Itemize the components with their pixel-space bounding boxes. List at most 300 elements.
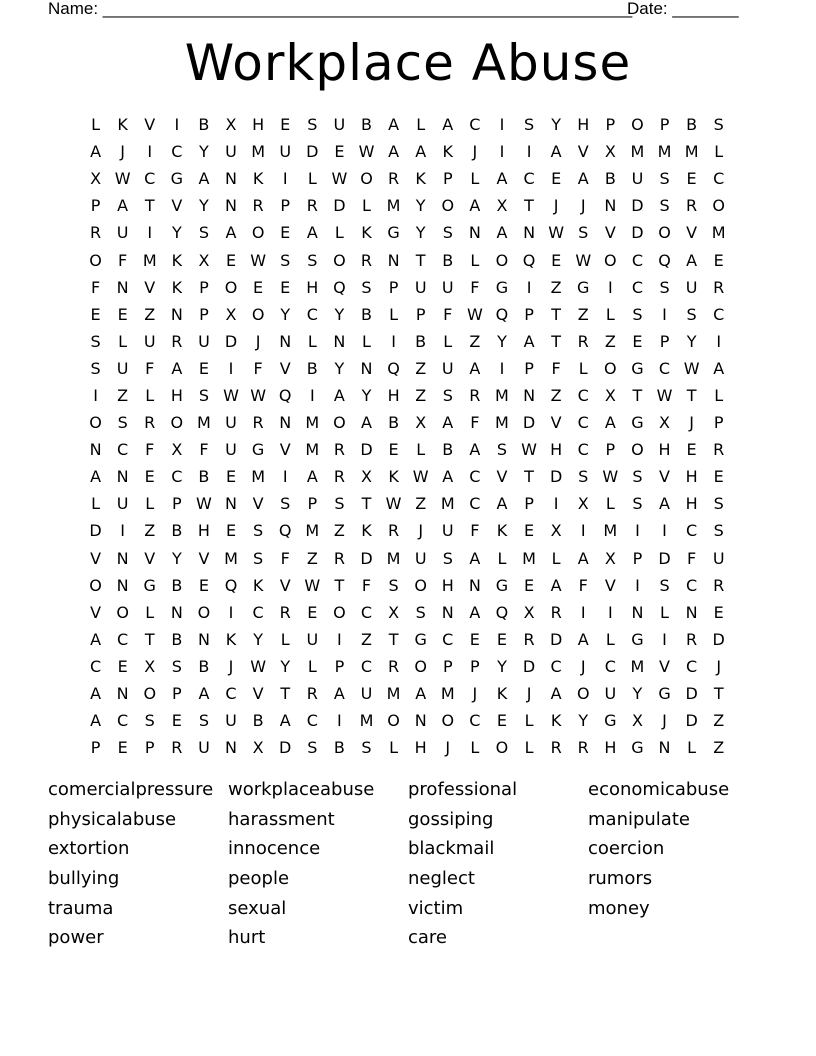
grid-letter: Y xyxy=(280,656,291,676)
grid-letter: R xyxy=(388,169,400,189)
grid-letter: L xyxy=(307,169,317,189)
grid-letter: F xyxy=(145,358,155,378)
grid-letter: L xyxy=(524,711,534,731)
grid-letter: O xyxy=(170,413,184,433)
grid-letter: A xyxy=(306,467,318,487)
grid-letter: R xyxy=(333,440,345,460)
grid-letter: N xyxy=(658,738,671,758)
grid-letter: G xyxy=(658,684,671,704)
grid-letter: U xyxy=(198,738,210,758)
grid-letter: O xyxy=(89,250,102,270)
grid-letter: U xyxy=(116,494,129,514)
grid-letter: A xyxy=(659,494,670,514)
grid-letter: G xyxy=(170,169,184,189)
grid-letter: Z xyxy=(469,331,481,351)
grid-letter: L xyxy=(145,602,155,622)
grid-letter: F xyxy=(90,277,101,297)
grid-letter: F xyxy=(253,358,263,378)
grid-letter: N xyxy=(468,223,481,243)
grid-letter: P xyxy=(90,738,101,758)
grid-letter: V xyxy=(171,196,183,216)
word-list-item: physicalabuse xyxy=(48,808,177,830)
grid-letter: A xyxy=(469,602,481,622)
grid-letter: N xyxy=(387,250,400,270)
grid-letter: A xyxy=(469,548,481,568)
grid-letter: G xyxy=(631,738,644,758)
grid-letter: S xyxy=(496,440,508,460)
grid-letter: R xyxy=(550,602,562,622)
grid-letter: K xyxy=(388,467,399,487)
grid-letter: M xyxy=(440,494,455,514)
grid-letter: M xyxy=(359,711,374,731)
grid-letter: C xyxy=(144,169,156,189)
grid-letter: U xyxy=(225,142,237,162)
grid-letter: N xyxy=(279,413,292,433)
grid-letter: B xyxy=(198,115,210,135)
grid-letter: M xyxy=(386,196,401,216)
name-field-label: Name: ________________________________________________________ xyxy=(48,0,633,18)
grid-letter: Z xyxy=(550,277,562,297)
grid-letter: A xyxy=(333,385,345,405)
grid-letter: K xyxy=(171,277,183,297)
word-list-item: sexual xyxy=(228,897,287,919)
grid-letter: L xyxy=(605,494,615,514)
grid-letter: J xyxy=(472,684,478,704)
grid-letter: C xyxy=(577,385,589,405)
grid-letter: P xyxy=(199,277,209,297)
grid-letter: H xyxy=(306,277,319,297)
grid-letter: M xyxy=(305,440,320,460)
grid-letter: H xyxy=(685,467,698,487)
word-list-item: money xyxy=(588,897,650,919)
grid-letter: R xyxy=(171,331,183,351)
grid-letter: P xyxy=(415,304,426,324)
grid-letter: Y xyxy=(497,331,507,351)
grid-letter: D xyxy=(685,711,698,731)
grid-letter: V xyxy=(144,548,156,568)
grid-letter: T xyxy=(334,575,345,595)
grid-letter: A xyxy=(388,115,400,135)
grid-letter: S xyxy=(198,223,209,243)
grid-letter: U xyxy=(414,277,427,297)
grid-letter: P xyxy=(388,277,399,297)
grid-letter: A xyxy=(496,494,508,514)
grid-letter: V xyxy=(144,277,156,297)
grid-letter: V xyxy=(659,656,670,676)
grid-letter: M xyxy=(657,142,672,162)
grid-letter: X xyxy=(550,521,562,541)
grid-letter: R xyxy=(523,629,535,649)
grid-letter: I xyxy=(580,602,586,622)
grid-letter: N xyxy=(170,602,183,622)
grid-letter: A xyxy=(171,358,183,378)
grid-letter: M xyxy=(711,223,726,243)
grid-letter: S xyxy=(117,413,128,433)
grid-letter: P xyxy=(659,115,670,135)
grid-letter: Y xyxy=(578,711,589,731)
grid-letter: C xyxy=(171,467,183,487)
grid-letter: S xyxy=(442,548,453,568)
grid-letter: F xyxy=(470,521,480,541)
grid-letter: O xyxy=(333,602,346,622)
grid-letter: R xyxy=(144,413,156,433)
grid-letter: S xyxy=(253,548,264,568)
grid-letter: O xyxy=(414,656,427,676)
grid-letter: W xyxy=(114,169,131,189)
grid-letter: O xyxy=(89,413,102,433)
grid-letter: A xyxy=(469,196,481,216)
grid-letter: S xyxy=(659,575,670,595)
grid-letter: L xyxy=(91,115,100,135)
grid-letter: E xyxy=(117,656,128,676)
grid-letter: N xyxy=(468,575,481,595)
grid-letter: W xyxy=(223,385,239,405)
grid-letter: A xyxy=(686,250,698,270)
grid-letter: P xyxy=(470,656,480,676)
grid-letter: H xyxy=(577,115,590,135)
grid-letter: H xyxy=(604,738,617,758)
word-list-item: blackmail xyxy=(408,838,495,860)
grid-letter: F xyxy=(687,548,697,568)
grid-letter: Y xyxy=(415,223,426,243)
grid-letter: D xyxy=(658,548,671,568)
grid-letter: J xyxy=(716,656,722,676)
grid-letter: N xyxy=(116,575,129,595)
grid-letter: R xyxy=(333,548,345,568)
grid-letter: E xyxy=(496,711,507,731)
grid-letter: Y xyxy=(497,656,507,676)
grid-letter: E xyxy=(469,629,480,649)
grid-letter: W xyxy=(250,385,267,405)
grid-letter: Y xyxy=(171,223,182,243)
grid-letter: E xyxy=(225,250,237,270)
grid-letter: G xyxy=(387,223,400,243)
grid-letter: S xyxy=(632,304,643,324)
grid-letter: E xyxy=(632,331,643,351)
grid-letter: D xyxy=(549,467,563,487)
grid-letter: S xyxy=(442,385,453,405)
grid-letter: Q xyxy=(495,304,509,324)
grid-letter: L xyxy=(334,223,344,243)
grid-letter: F xyxy=(361,575,372,595)
grid-letter: X xyxy=(252,738,264,758)
grid-letter: O xyxy=(712,196,725,216)
grid-letter: E xyxy=(686,169,697,189)
grid-letter: L xyxy=(687,738,697,758)
word-list-item: trauma xyxy=(48,897,114,919)
grid-letter: J xyxy=(553,196,559,216)
grid-letter: A xyxy=(198,684,210,704)
grid-letter: V xyxy=(577,142,589,162)
grid-letter: A xyxy=(442,413,454,433)
grid-letter: X xyxy=(361,467,372,487)
grid-letter: J xyxy=(120,142,125,162)
grid-letter: H xyxy=(197,521,210,541)
grid-letter: C xyxy=(523,169,535,189)
grid-letter: X xyxy=(604,548,616,568)
grid-letter: R xyxy=(388,656,400,676)
grid-letter: A xyxy=(333,684,345,704)
grid-letter: K xyxy=(252,169,264,189)
grid-letter: Z xyxy=(144,304,156,324)
grid-letter: U xyxy=(631,169,644,189)
grid-letter: G xyxy=(577,277,590,297)
grid-letter: O xyxy=(333,413,346,433)
grid-letter: I xyxy=(337,629,342,649)
grid-letter: H xyxy=(252,115,265,135)
grid-letter: S xyxy=(659,169,670,189)
grid-letter: C xyxy=(469,115,481,135)
grid-letter: L xyxy=(145,385,155,405)
grid-letter: N xyxy=(116,277,129,297)
word-list-item: harassment xyxy=(228,808,335,830)
grid-letter: L xyxy=(118,331,128,351)
grid-letter: S xyxy=(90,358,101,378)
grid-letter: U xyxy=(360,684,373,704)
grid-letter: K xyxy=(225,629,237,649)
grid-letter: U xyxy=(225,711,237,731)
grid-letter: O xyxy=(604,358,617,378)
grid-letter: J xyxy=(662,711,667,731)
grid-letter: O xyxy=(224,277,238,297)
grid-letter: Y xyxy=(632,684,643,704)
grid-letter: H xyxy=(387,385,400,405)
grid-letter: L xyxy=(714,385,724,405)
word-list-item: comercialpressure xyxy=(48,779,214,800)
grid-letter: N xyxy=(333,331,346,351)
grid-letter: V xyxy=(604,575,616,595)
grid-letter: T xyxy=(713,684,724,704)
grid-letter: X xyxy=(198,250,210,270)
grid-letter: A xyxy=(469,358,481,378)
grid-letter: V xyxy=(90,548,102,568)
grid-letter: P xyxy=(442,169,453,189)
grid-letter: R xyxy=(333,467,345,487)
grid-letter: O xyxy=(197,602,211,622)
grid-letter: Q xyxy=(522,250,536,270)
grid-letter: C xyxy=(442,629,454,649)
grid-letter: D xyxy=(631,196,644,216)
grid-letter: A xyxy=(713,358,725,378)
grid-letter: O xyxy=(251,304,265,324)
grid-letter: O xyxy=(658,223,671,243)
grid-letter: L xyxy=(389,304,399,324)
grid-letter: I xyxy=(635,575,640,595)
grid-letter: O xyxy=(576,684,590,704)
grid-letter: O xyxy=(441,196,455,216)
grid-letter: S xyxy=(415,602,426,622)
grid-letter: E xyxy=(713,250,724,270)
grid-letter: R xyxy=(686,629,698,649)
grid-letter: B xyxy=(686,115,698,135)
grid-letter: I xyxy=(282,467,288,487)
grid-letter: U xyxy=(306,629,319,649)
grid-letter: A xyxy=(117,196,129,216)
grid-letter: R xyxy=(252,196,264,216)
grid-letter: I xyxy=(499,358,505,378)
grid-letter: X xyxy=(604,385,616,405)
grid-letter: P xyxy=(605,115,616,135)
grid-letter: Y xyxy=(199,196,209,216)
grid-letter: A xyxy=(279,711,291,731)
grid-letter: C xyxy=(631,277,643,297)
grid-letter: F xyxy=(443,304,453,324)
grid-letter: N xyxy=(197,629,210,649)
grid-letter: N xyxy=(225,494,237,514)
grid-letter: V xyxy=(90,602,102,622)
grid-letter: J xyxy=(580,196,586,216)
grid-letter: C xyxy=(117,629,129,649)
grid-letter: C xyxy=(117,711,129,731)
grid-letter: E xyxy=(198,575,209,595)
grid-letter: N xyxy=(441,602,454,622)
grid-letter: I xyxy=(147,142,153,162)
grid-letter: E xyxy=(280,115,291,135)
grid-letter: V xyxy=(198,548,210,568)
grid-letter: X xyxy=(225,304,237,324)
word-list-item: power xyxy=(48,927,104,949)
grid-letter: E xyxy=(496,629,507,649)
grid-letter: B xyxy=(252,711,264,731)
word-list-item: victim xyxy=(408,897,464,919)
grid-letter: D xyxy=(712,629,725,649)
grid-letter: B xyxy=(442,250,454,270)
grid-letter: B xyxy=(198,656,210,676)
grid-letter: W xyxy=(250,656,267,676)
grid-letter: P xyxy=(632,548,643,568)
grid-letter: D xyxy=(522,413,536,433)
grid-letter: P xyxy=(442,656,453,676)
grid-letter: T xyxy=(524,467,534,487)
grid-letter: W xyxy=(358,142,375,162)
word-list-item: bullying xyxy=(48,868,120,890)
word-list-item: care xyxy=(408,927,448,949)
grid-letter: G xyxy=(251,440,265,460)
grid-letter: N xyxy=(604,196,617,216)
grid-letter: C xyxy=(117,440,129,460)
grid-letter: Z xyxy=(604,331,616,351)
grid-letter: U xyxy=(225,413,237,433)
grid-letter: O xyxy=(495,250,509,270)
grid-letter: M xyxy=(495,385,509,405)
grid-letter: Q xyxy=(658,250,671,270)
grid-letter: C xyxy=(306,711,318,731)
grid-letter: E xyxy=(686,440,697,460)
grid-letter: O xyxy=(441,711,455,731)
grid-letter: H xyxy=(170,385,183,405)
grid-letter: N xyxy=(631,602,644,622)
grid-letter: S xyxy=(198,385,209,405)
grid-letter: L xyxy=(470,169,480,189)
grid-letter: J xyxy=(418,521,424,541)
grid-letter: R xyxy=(89,223,102,243)
grid-letter: C xyxy=(306,304,318,324)
grid-letter: T xyxy=(686,385,697,405)
grid-letter: T xyxy=(524,196,534,216)
grid-letter: C xyxy=(658,358,671,378)
grid-letter: F xyxy=(578,575,588,595)
grid-letter: Y xyxy=(280,304,291,324)
grid-letter: T xyxy=(144,196,155,216)
grid-letter: N xyxy=(279,331,292,351)
grid-letter: U xyxy=(414,548,427,568)
grid-letter: A xyxy=(225,223,237,243)
grid-letter: Z xyxy=(117,385,129,405)
grid-letter: A xyxy=(361,413,372,433)
grid-letter: A xyxy=(90,467,102,487)
grid-letter: K xyxy=(442,142,454,162)
grid-letter: A xyxy=(306,223,318,243)
grid-letter: M xyxy=(386,548,401,568)
grid-letter: I xyxy=(526,277,532,297)
grid-letter: E xyxy=(225,521,237,541)
grid-letter: V xyxy=(279,440,291,460)
grid-letter: I xyxy=(174,115,180,135)
grid-letter: N xyxy=(225,196,237,216)
grid-letter: B xyxy=(388,413,400,433)
grid-letter: E xyxy=(117,304,128,324)
grid-letter: W xyxy=(656,385,673,405)
grid-letter: S xyxy=(307,115,318,135)
grid-letter: N xyxy=(225,738,237,758)
grid-letter: X xyxy=(577,494,589,514)
word-list-item: gossiping xyxy=(408,808,494,830)
grid-letter: E xyxy=(551,250,562,270)
grid-letter: Y xyxy=(334,358,345,378)
grid-letter: W xyxy=(196,494,212,514)
grid-letter: E xyxy=(225,467,237,487)
grid-letter: K xyxy=(252,575,264,595)
grid-letter: R xyxy=(388,521,400,541)
grid-letter: Y xyxy=(361,385,372,405)
grid-letter: K xyxy=(117,115,128,135)
grid-letter: B xyxy=(306,358,318,378)
grid-letter: P xyxy=(524,304,534,324)
grid-letter: X xyxy=(523,602,535,622)
grid-letter: S xyxy=(659,196,670,216)
grid-letter: P xyxy=(280,196,291,216)
grid-letter: D xyxy=(89,521,102,541)
grid-letter: K xyxy=(361,521,372,541)
grid-letter: D xyxy=(685,684,698,704)
grid-letter: S xyxy=(307,738,318,758)
grid-letter: L xyxy=(416,115,426,135)
grid-letter: I xyxy=(228,602,234,622)
grid-letter: H xyxy=(685,494,698,514)
grid-letter: A xyxy=(90,629,102,649)
grid-letter: C xyxy=(469,494,481,514)
grid-letter: Y xyxy=(171,548,182,568)
grid-letter: A xyxy=(604,413,616,433)
grid-letter: I xyxy=(580,521,586,541)
grid-letter: V xyxy=(604,223,616,243)
grid-letter: K xyxy=(171,250,183,270)
grid-letter: C xyxy=(713,304,725,324)
grid-letter: X xyxy=(388,602,400,622)
grid-letter: A xyxy=(550,575,562,595)
grid-letter: Y xyxy=(253,629,263,649)
grid-letter: Z xyxy=(713,711,725,731)
grid-letter: Y xyxy=(415,196,426,216)
grid-letter: S xyxy=(578,467,589,487)
grid-letter: W xyxy=(602,467,619,487)
grid-letter: G xyxy=(143,575,156,595)
grid-letter: E xyxy=(117,738,128,758)
grid-letter: N xyxy=(523,385,536,405)
grid-letter: R xyxy=(577,331,589,351)
grid-letter: Y xyxy=(686,331,697,351)
grid-letter: L xyxy=(307,656,317,676)
